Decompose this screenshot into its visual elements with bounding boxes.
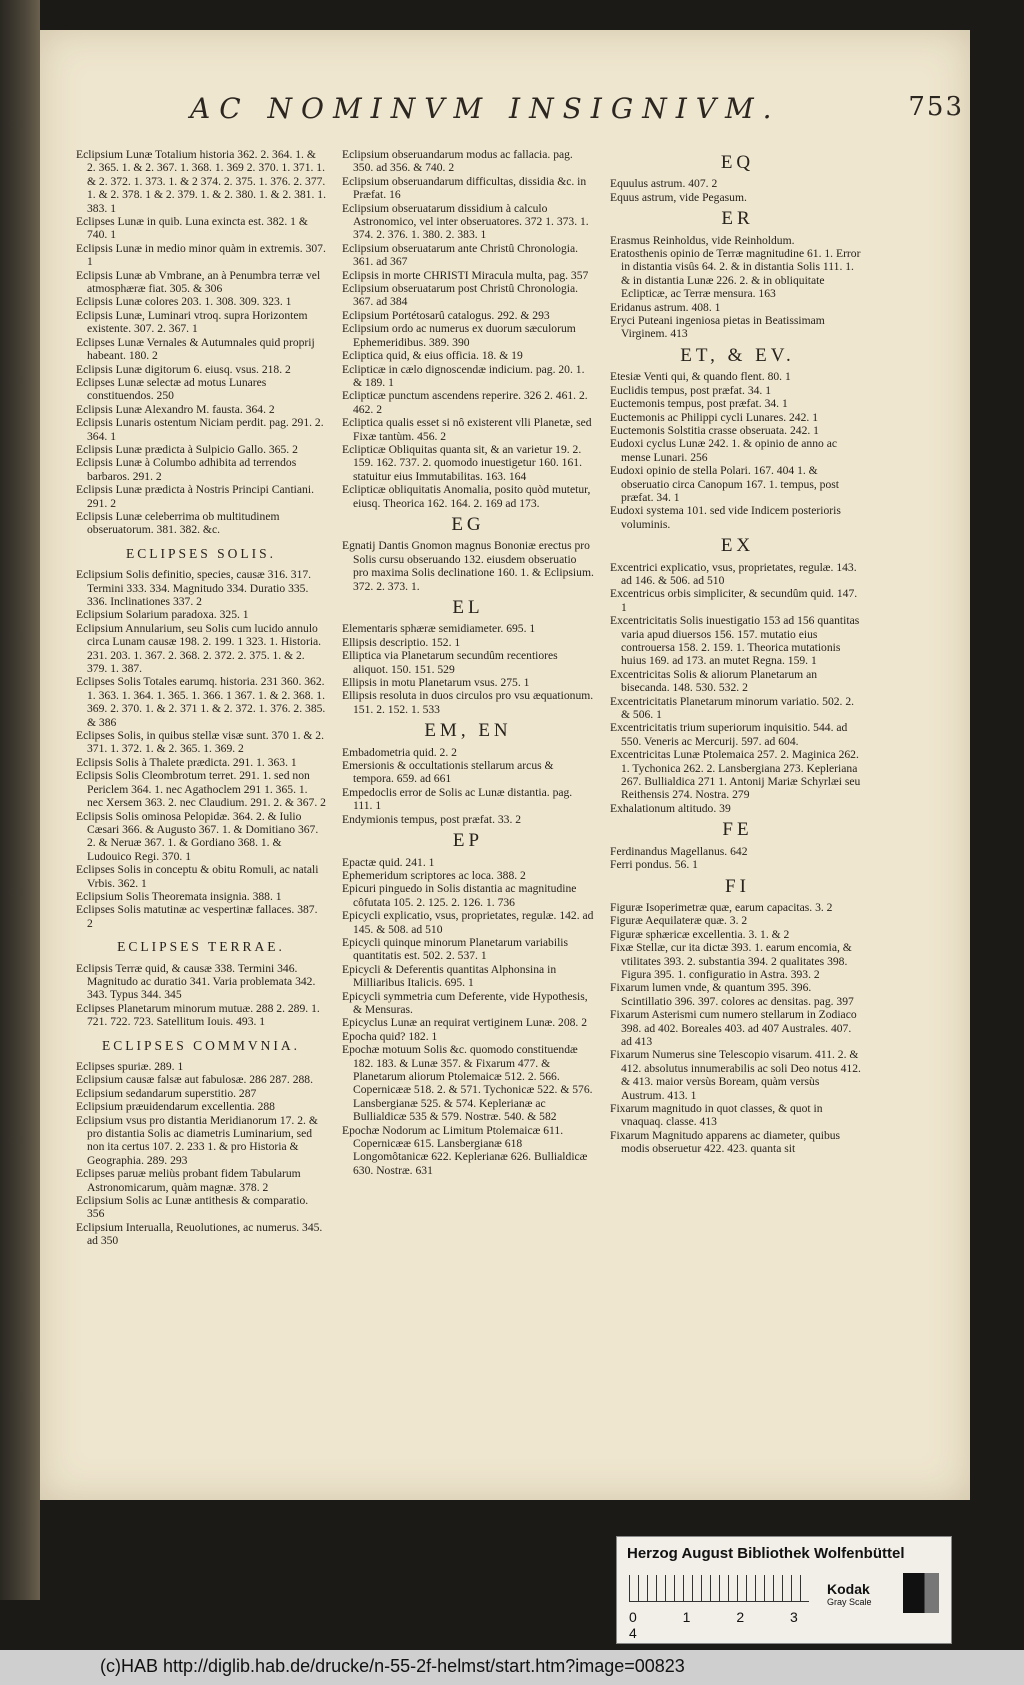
running-title: AC NOMINVM INSIGNIVM. <box>190 92 781 125</box>
index-entry: Eclipsium obseruandarum modus ac fallacia. pag. 350. ad 356. & 740. 2 <box>342 148 573 175</box>
index-entry: Eudoxi systema 101. sed vide Indicem posterioris voluminis. <box>610 504 841 531</box>
index-entry: Eclipsis Lunæ prædicta à Nostris Principi Cantiani. 291. 2 <box>76 483 314 510</box>
index-entry: Eridanus astrum. 408. 1 <box>610 300 721 314</box>
index-entry: Eclipsium obseruatarum post Christû Chronologia. 367. ad 384 <box>342 282 579 309</box>
index-entry: Eclipses Planetarum minorum mutuæ. 288 2. 289. 1. 721. 722. 723. Satellitum Iouis. 493. 1 <box>76 1001 320 1029</box>
index-entry: Eclipsium obseruatarum dissidium à calculo Astronomico, vel inter obseruatores. 372 1. 373. 1. 374. 2. 376. 1. 380. 2. 383. 1 <box>342 201 589 242</box>
entry-list <box>76 962 326 1029</box>
index-entry: Fixarum Magnitudo apparens ac diameter, quibus modis obseruetur 422. 423. quanta sit <box>610 1128 841 1156</box>
index-entry: Eclipsis Solis ominosa Pelopidæ. 364. 2. & Iulio Cæsari 366. & Augusto 367. 1. & Domitiano 367. 2. & Neruæ 367. 1. & Gordiano 368. 1. & Ludouico Regi. 370. 1 <box>76 809 319 863</box>
index-entry: Erasmus Reinholdus, vide Reinholdum. <box>610 233 795 247</box>
index-entry: Eclipsis Lunæ ab Vmbrane, an à Penumbra terræ vel atmosphæræ fiat. 305. & 306 <box>76 268 321 296</box>
index-entry: Eclipsis Lunæ digitorum 6. eiusq. vsus. 218. 2 <box>76 362 291 376</box>
index-entry: Eclipsium Interualla, Reuolutiones, ac numerus. 345. ad 350 <box>76 1220 323 1248</box>
index-entry: Excentricitatis Solis inuestigatio 153 ad 156 quantitas varia apud diuersos 156. 157. mutatio eius controuersa 158. 2. 159. 1. Theorica mutationis huius 169. ad 173. an mutet Regna. 159. 1 <box>610 614 860 668</box>
index-entry: Epocha quid? 182. 1 <box>342 1029 438 1043</box>
index-entry: Ferdinandus Magellanus. 642 <box>610 844 748 858</box>
index-entry: Empedoclis error de Solis ac Lunæ distantia. pag. 111. 1 <box>342 785 573 813</box>
index-entry: Ecliptica qualis esset si nô existerent vlli Planetæ, sed Fixæ tantùm. 456. 2 <box>342 416 592 443</box>
letter-heading-em-en: EM, EN <box>424 720 512 742</box>
letter-heading-er: ER <box>721 208 754 230</box>
index-entry: Emersionis & occultationis stellarum arcus & tempora. 659. ad 661 <box>342 759 554 786</box>
entry-list <box>610 561 865 816</box>
index-entry: Epochæ motuum Solis &c. quomodo constituendæ 182. 183. & Lunæ 357. & Fixarum 477. & Planetarum aliorum Ptolemaicæ 512. 2. 566. Copernicææ 518. 2. & 571. Tychonicæ 522. & 576. Lansbergianæ 525. & 574. Keplerianæ ac Bullialdicæ 535 & 579. Nostræ. 540. & 582 <box>342 1043 593 1124</box>
index-entry: Eclipses Lunæ selectæ ad motus Lunares constituendos. 250 <box>76 375 267 403</box>
letter-heading-eq: EQ <box>720 152 755 173</box>
index-entry: Eclipsium præuidendarum excellentia. 288 <box>76 1100 275 1114</box>
index-entry: Eclipsium Lunæ Totalium historia 362. 2. 364. 1. & 2. 365. 1. & 2. 367. 1. 368. 1. 369 2. 370. 1. 371. 1. & 2. 372. 1. 373. 1. & 2 374. 2. 375. 1. 376. 2. 377. 1. & 2. 378. 1 & 2. 379. 1. & 2. 380. 1. & 2. 381. 1. 383. 1 <box>76 148 326 215</box>
entry-list <box>610 177 865 204</box>
index-entry: Eudoxi opinio de stella Polari. 167. 404 1. & obseruatio circa Canopum 167. 1. tempus, post præfat. 34. 1 <box>610 464 839 504</box>
index-entry: Eclipsium obseruandarum difficultas, dissidia &c. in Præfat. 16 <box>342 174 587 202</box>
index-entry: Excentrici explicatio, vsus, proprietates, regulæ. 143. ad 146. & 506. ad 510 <box>610 560 857 587</box>
index-entry: Eclipticæ in cælo dignoscendæ indicium. pag. 20. 1. & 189. 1 <box>342 362 585 389</box>
index-entry: Exhalationum altitudo. 39 <box>610 801 731 815</box>
entry-list <box>76 568 326 930</box>
index-entry: Figuræ Aequilateræ quæ. 3. 2 <box>610 914 748 928</box>
index-entry: Eclipsis Lunæ in medio minor quàm in extremis. 307. 1 <box>76 241 326 269</box>
index-entry: Eclipsis Lunæ Alexandro M. fausta. 364. 2 <box>76 402 275 416</box>
index-entry: Eclipsium Solarium paradoxa. 325. 1 <box>76 608 249 622</box>
entry-list <box>342 622 594 716</box>
index-entry: Eclipsium Solis Theoremata insignia. 388. 1 <box>76 889 282 903</box>
letter-heading-ep: EP <box>452 830 484 852</box>
index-entry: Euctemonis ac Philippi cycli Lunares. 242. 1 <box>610 410 818 424</box>
index-entry: Figuræ sphæricæ excellentia. 3. 1. & 2 <box>610 927 790 941</box>
letter-heading-el: EL <box>452 597 484 618</box>
letter-heading-fe: FE <box>722 819 753 841</box>
index-entry: Eclipticæ punctum ascendens reperire. 326 2. 461. 2. 462. 2 <box>342 389 588 416</box>
index-entry: Epicuri pinguedo in Solis distantia ac magnitudine côfutata 105. 2. 125. 2. 126. 1. 736 <box>342 882 577 909</box>
index-entry: Eclipses Lunæ Vernales & Autumnales quid proprij habeant. 180. 2 <box>76 335 315 363</box>
kodak-brand: Kodak <box>827 1581 870 1597</box>
entry-list <box>342 539 594 593</box>
index-entry: Eclipses Solis, in quibus stellæ visæ sunt. 370 1. & 2. 371. 1. 372. 1. & 2. 365. 1. 369. 2 <box>76 729 324 756</box>
index-entry: Eclipticæ obliquitatis Anomalia, posito quòd mutetur, eiusq. Theorica 162. 164. 2. 169 ad 173. <box>342 483 591 510</box>
index-entry: Eclipses spuriæ. 289. 1 <box>76 1060 184 1073</box>
index-entry: Eudoxi cyclus Lunæ 242. 1. & opinio de anno ac mense Lunari. 256 <box>610 437 838 464</box>
index-entry: Eclipticæ Obliquitas quanta sit, & an varietur 19. 2. 159. 162. 737. 2. quomodo inuestigetur 160. 161. statuitur eius Immutabilitas. 163. 164 <box>342 442 582 483</box>
index-entry: Eryci Puteani ingeniosa pietas in Beatissimam Virginem. 413 <box>610 314 825 341</box>
index-entry: Eclipsis Lunæ, Luminari vtroq. supra Horizontem existente. 307. 2. 367. 1 <box>76 308 308 336</box>
index-entry: Eclipses Solis matutinæ ac vespertinæ fallaces. 387. 2 <box>76 903 318 930</box>
index-entry: Eclipsis Lunæ colores 203. 1. 308. 309. 323. 1 <box>76 295 292 309</box>
letter-heading-fi: FI <box>725 875 750 897</box>
index-entry: Equulus astrum. 407. 2 <box>610 177 718 191</box>
index-entry: Eclipsis Lunæ celeberrima ob multitudinem obseruatorum. 381. 382. &c. <box>76 509 280 537</box>
entry-list <box>610 234 865 341</box>
letter-heading-ex: EX <box>720 535 755 557</box>
index-entry: Epicycli explicatio, vsus, proprietates, regulæ. 142. ad 145. & 508. ad 510 <box>342 909 594 936</box>
index-entry: Euclidis tempus, post præfat. 34. 1 <box>610 383 772 397</box>
index-entry: Epochæ Nodorum ac Limitum Ptolemaicæ 611. Copernicææ 615. Lansbergianæ 618 Longomôtanicæ 622. Keplerianæ 626. Bullialdicæ 630. Nostræ. 631 <box>342 1123 588 1177</box>
letter-heading-et-ev: ET, & EV. <box>680 344 795 366</box>
index-entry: Excentricitas Solis & aliorum Planetarum an bisecanda. 148. 530. 532. 2 <box>610 667 818 695</box>
source-url-footer: (c)HAB http://diglib.hab.de/drucke/n-55-2f-helmst/start.htm?image=00823 <box>0 1650 1024 1685</box>
index-entry: Eclipsis Solis Cleombrotum terret. 291. 1. sed non Periclem 364. 1. nec Agathoclem 291 1. 365. 1. nec Xersem 363. 2. nec Claudium. 291. 2. & 367. 2 <box>76 769 326 810</box>
index-entry: Fixarum Numerus sine Telescopio visarum. 411. 2. & 412. absolutus innumerabilis ac soli Deo notus 412. & 413. maior versùs Boream, quàm versùs Austrum. 413. 1 <box>610 1048 861 1102</box>
index-entry: Epicycli quinque minorum Planetarum variabilis quantitatis est. 502. 2. 537. 1 <box>342 935 569 963</box>
index-entry: Eclipses paruæ meliùs probant fidem Tabularum Astronomicarum, quàm magnæ. 378. 2 <box>76 1167 301 1194</box>
index-entry: Epicycli & Deferentis quantitas Alphonsina in Milliaribus Italicis. 695. 1 <box>342 962 557 990</box>
index-column-3 <box>610 148 865 1156</box>
ruler-numbers: 0 1 2 3 4 <box>629 1609 819 1641</box>
index-entry: Eratosthenis opinio de Terræ magnitudine 61. 1. Error in distantia visûs 64. 2. & in distantia Solis 111. 1. & in distantia Lunæ 226. 2. & in obliquitate Eclipticæ, ac Terræ mensura. 163 <box>610 247 861 301</box>
index-entry: Eclipsium vsus pro distantia Meridianorum 17. 2. & pro distantia Solis ac diametris Luminarium, sed non ita certus 107. 2. 233 1. & pro Historia & Geographia. 289. 293 <box>76 1113 318 1167</box>
index-entry: Egnatij Dantis Gnomon magnus Bononiæ erectus pro Solis cursu obseruando 132. eiusdem obseruatio pro maxima Solis declinatione 160. 1. & Eclipsium. 372. 2. 373. 1. <box>342 539 594 593</box>
index-entry: Excentricus orbis simpliciter, & secundûm quid. 147. 1 <box>610 587 858 614</box>
section-heading-eclipses-solis: ECLIPSES SOLIS. <box>125 545 277 561</box>
index-entry: Endymionis tempus, post præfat. 33. 2 <box>342 812 522 826</box>
entry-list <box>610 845 865 872</box>
index-entry: Eclipsis Lunaris ostentum Niciam perdit. pag. 291. 2. 364. 1 <box>76 416 324 443</box>
index-entry: Eclipsium obseruatarum ante Christû Chronologia. 361. ad 367 <box>342 241 579 269</box>
index-entry: Eclipsium Annularium, seu Solis cum lucido annulo circa Lunam causæ 198. 2. 199. 1 323. 1. Historia. 231. 203. 1. 367. 2. 368. 2. 372. 2. 375. 1. & 2. 379. 1. 387. <box>76 621 322 676</box>
index-entry: Figuræ Isoperimetræ quæ, earum capacitas. 3. 2 <box>610 900 833 914</box>
index-entry: Eclipses Solis Totales earumq. historia. 231 360. 362. 1. 363. 1. 364. 1. 365. 1. 366. 1 367. 1. & 2. 368. 1. 369. 2. 370. 1. & 2. 371 1. & 2. 372. 1. 376. 2. 385. & 386 <box>76 675 326 729</box>
index-entry: Ellipsis resoluta in duos circulos pro vsu æquationum. 151. 2. 152. 1. 533 <box>342 689 594 716</box>
index-entry: Fixæ Stellæ, cur ita dictæ 393. 1. earum encomia, & vtilitates 393. 2. substantia 394. 2 qualitates 398. Figura 395. 1. configuratio in Astra. 393. 2 <box>610 941 852 981</box>
index-entry: Eclipsium Portétosarû catalogus. 292. & 293 <box>342 308 550 322</box>
entry-list <box>610 901 865 1156</box>
index-entry: Fixarum magnitudo in quot classes, & quot in vnaquaq. classe. 413 <box>610 1102 823 1129</box>
library-color-target-label <box>616 1536 952 1644</box>
index-entry: Ellipsis descriptio. 152. 1 <box>342 635 461 649</box>
index-entry: Eclipsium ordo ac numerus ex duorum sæculorum Ephemeridibus. 389. 390 <box>342 322 576 349</box>
index-entry: Excentricitatis trium superiorum inquisitio. 544. ad 550. Veneris ac Mercurij. 597. ad 604. <box>610 721 848 748</box>
index-entry: Embadometria quid. 2. 2 <box>342 745 457 759</box>
letter-heading-eg: EG <box>451 513 485 535</box>
entry-list <box>342 856 594 1178</box>
page-number: 753 <box>908 92 964 122</box>
index-column-1 <box>76 148 326 1248</box>
index-entry: Elementaris sphæræ semidiameter. 695. 1 <box>342 622 536 636</box>
entry-list <box>76 148 326 537</box>
index-entry: Epicycli symmetria cum Deferente, vide Hypothesis, & Mensuras. <box>342 989 588 1016</box>
gray-scale-caption: Gray Scale <box>827 1597 872 1607</box>
index-entry: Eclipsis Lunæ prædicta à Sulpicio Gallo. 365. 2 <box>76 442 298 456</box>
scale-ruler <box>629 1575 809 1602</box>
index-entry: Epactæ quid. 241. 1 <box>342 855 435 869</box>
index-entry: Excentricitatis Planetarum minorum variatio. 502. 2. & 506. 1 <box>610 694 855 722</box>
index-entry: Eclipsis Terræ quid, & causæ 338. Termini 346. Magnitudo ac duratio 341. Varia problemata 342. 343. Typus 344. 345 <box>76 961 316 1002</box>
index-entry: Eclipses Lunæ in quib. Luna exincta est. 382. 1 & 740. 1 <box>76 215 308 242</box>
index-entry: Eclipsis Lunæ à Columbo adhibita ad terrendos barbaros. 291. 2 <box>76 456 297 483</box>
index-entry: Ecliptica quid, & eius officia. 18. & 19 <box>342 349 523 363</box>
index-entry: Eclipsis in morte CHRISTI Miracula multa, pag. 357 <box>342 268 589 282</box>
index-entry: Eclipsium Solis definitio, species, causæ 316. 317. Termini 333. 334. Magnitudo 334. Duratio 335. 336. Inclinationes 337. 2 <box>76 568 312 608</box>
index-entry: Eclipsis Solis à Thalete prædicta. 291. 1. 363. 1 <box>76 755 297 769</box>
gray-swatch <box>903 1573 939 1613</box>
index-entry: Fixarum lumen vnde, & quantum 395. 396. Scintillatio 396. 397. colores ac densitas. pag. 397 <box>610 981 854 1008</box>
index-entry: Elliptica via Planetarum secundûm recentiores aliquot. 150. 151. 529 <box>342 649 558 676</box>
index-entry: Excentricitas Lunæ Ptolemaica 257. 2. Maginica 262. 1. Tychonica 262. 2. Lansbergiana 273. Kepleriana 267. Bullialdica 271 1. Antonij Mariæ Schyrlæi seu Reithensis 274. Nostra. 279 <box>610 748 861 802</box>
index-entry: Eclipsium sedandarum superstitio. 287 <box>76 1086 257 1100</box>
index-entry: Equus astrum, vide Pegasum. <box>610 190 747 204</box>
library-name: Herzog August Bibliothek Wolfenbüttel <box>627 1545 905 1562</box>
index-entry: Ferri pondus. 56. 1 <box>610 858 698 872</box>
index-entry: Etesiæ Venti qui, & quando flent. 80. 1 <box>610 370 791 384</box>
index-entry: Eclipsium Solis ac Lunæ antithesis & comparatio. 356 <box>76 1194 309 1221</box>
index-entry: Epicyclus Lunæ an requirat vertiginem Lunæ. 208. 2 <box>342 1016 588 1030</box>
entry-list <box>342 148 594 510</box>
section-heading-eclipses-communia: ECLIPSES COMMVNIA. <box>101 1037 301 1053</box>
entry-list <box>76 1060 326 1248</box>
index-entry: Euctemonis tempus, post præfat. 34. 1 <box>610 397 788 411</box>
index-entry: Euctemonis Solstitia crasse obseruata. 242. 1 <box>610 423 819 437</box>
index-entry: Ephemeridum scriptores ac loca. 388. 2 <box>342 868 526 882</box>
index-entry: Eclipses Solis in conceptu & obitu Romuli, ac natali Vrbis. 362. 1 <box>76 863 319 890</box>
index-entry: Eclipsium causæ falsæ aut fabulosæ. 286 287. 288. <box>76 1073 314 1087</box>
index-column-2 <box>342 148 594 1177</box>
entry-list <box>342 746 594 826</box>
book-binding-edge <box>0 0 40 1600</box>
index-entry: Ellipsis in motu Planetarum vsus. 275. 1 <box>342 676 530 690</box>
index-entry: Fixarum Asterismi cum numero stellarum in Zodiaco 398. ad 402. Boreales 403. ad 407 Australes. 407. ad 413 <box>610 1008 857 1048</box>
section-heading-eclipses-terrae: ECLIPSES TERRAE. <box>117 939 285 955</box>
entry-list <box>610 370 865 531</box>
